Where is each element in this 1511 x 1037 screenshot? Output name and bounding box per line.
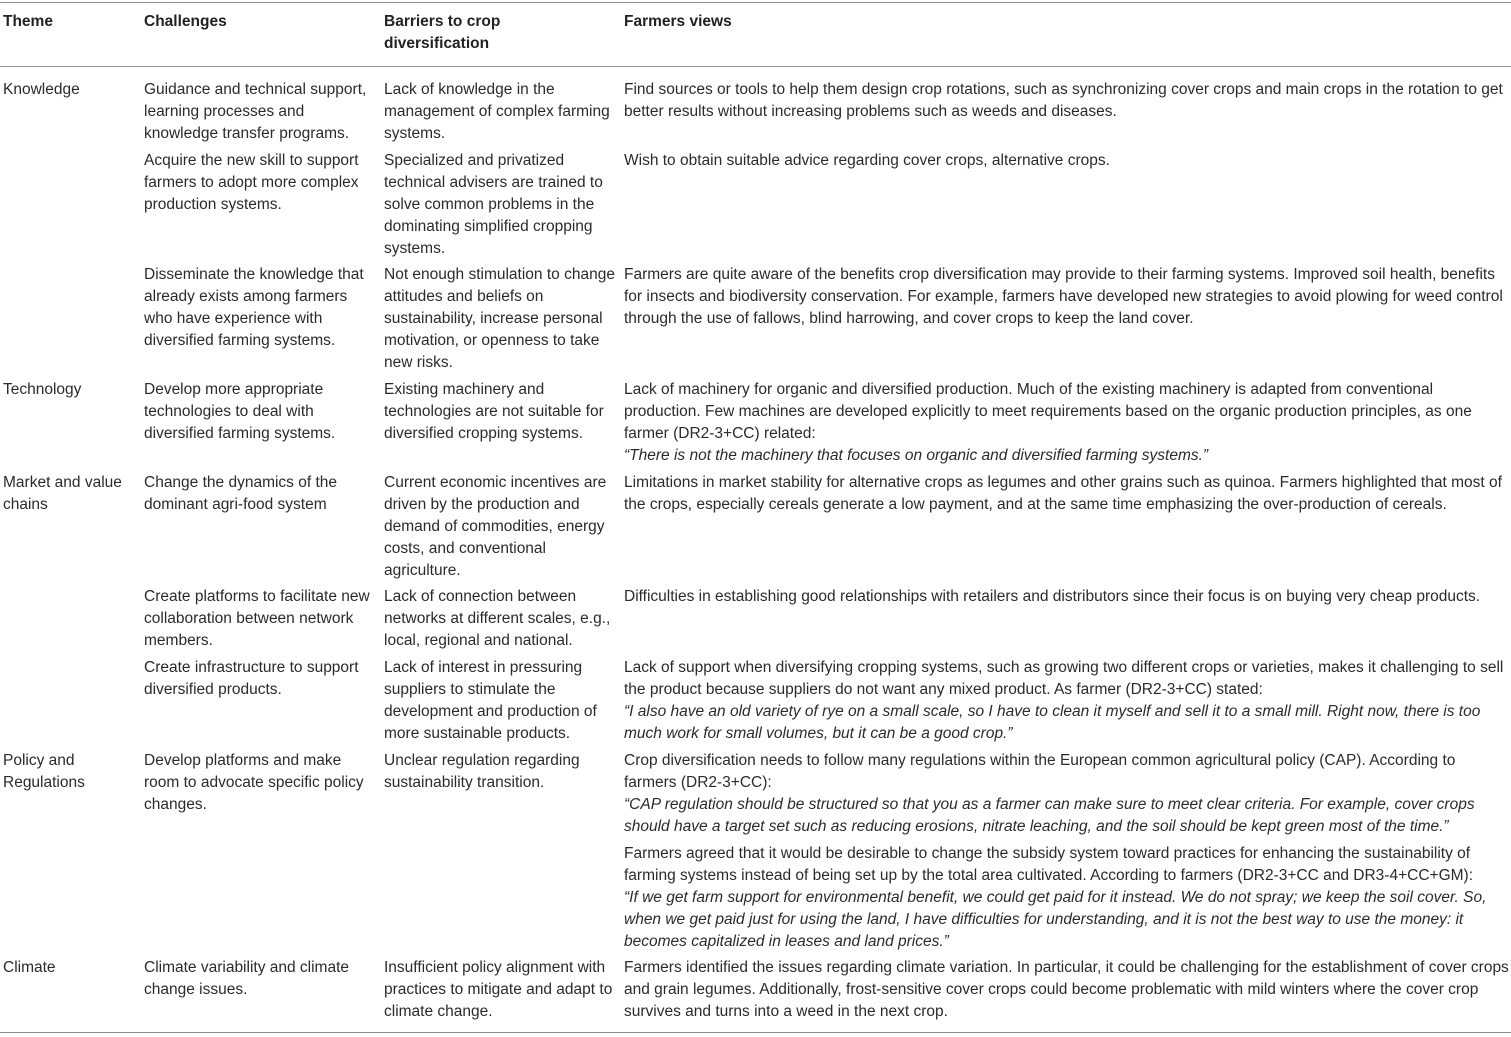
table-cell-view: Limitations in market stability for alternative crops as legumes and other grains such as quinoa. Farmers highlighted that most of the crops, especially cereals generate a low payment, and at the same time emphasizing the over-production of cereals. <box>624 474 1502 513</box>
table-cell-barrier: Unclear regulation regarding sustainability transition. <box>384 752 580 791</box>
table-cell-barrier: Lack of knowledge in the management of complex farming systems. <box>384 81 610 142</box>
table-header-rule <box>0 66 1511 67</box>
table-cell-view <box>624 657 1511 745</box>
table-cell-challenge: Change the dynamics of the dominant agri-food system <box>144 474 338 513</box>
table-cell-view: Find sources or tools to help them design crop rotations, such as synchronizing cover crops and main crops in the rotation to get better results without increasing problems such as weeds and diseases. <box>624 81 1503 120</box>
table-cell-view: Farmers are quite aware of the benefits crop diversification may provide to their farming systems. Improved soil health, benefits for insects and biodiversity conservation. For example, farmers have developed new strategies to avoid plowing for weed control through the use of fallows, blind harrowing, and cover crops to keep the land cover. <box>624 266 1503 327</box>
table-cell-theme: Technology <box>3 381 82 398</box>
table-cell-challenge: Create infrastructure to support diversified products. <box>144 659 359 698</box>
table-top-rule <box>0 2 1511 3</box>
view-text: Lack of support when diversifying cropping systems, such as growing two different crops or varieties, makes it challenging to sell the product because suppliers do not want any mixed product. As farmer (DR2-3+CC) stated: <box>624 659 1504 698</box>
table-cell-barrier: Existing machinery and technologies are not suitable for diversified cropping systems. <box>384 381 604 442</box>
table-cell-challenge: Create platforms to facilitate new collaboration between network members. <box>144 588 370 649</box>
table-cell-challenge: Develop more appropriate technologies to deal with diversified farming systems. <box>144 381 336 442</box>
table-cell-theme: Climate <box>3 959 56 976</box>
table-cell-challenge: Disseminate the knowledge that already exists among farmers who have experience with diversified farming systems. <box>144 266 364 349</box>
table-cell-theme: Knowledge <box>3 81 80 98</box>
table-cell-challenge: Develop platforms and make room to advocate specific policy changes. <box>144 752 364 813</box>
header-theme: Theme <box>3 13 53 30</box>
view-text: Farmers agreed that it would be desirable to change the subsidy system toward practices for enhancing the sustainability of farming systems instead of being set up by the total area cultivated. According to farmers (DR2-3+CC and DR3-4+CC+GM): <box>624 845 1474 884</box>
table-cell-view <box>624 750 1511 838</box>
header-barriers: Barriers to crop diversification <box>384 13 501 52</box>
farmer-quote: “If we get farm support for environmental benefit, we could get paid for it instead. We do not spray; we keep the soil cover. So, when we get paid just for using the land, I have difficulties for understanding, and it is not the best way to use the money: it becomes capitalized in leases and land prices.” <box>624 889 1487 950</box>
table-cell-barrier: Lack of interest in pressuring suppliers to stimulate the development and production of more sustainable products. <box>384 659 597 742</box>
table-cell-barrier: Lack of connection between networks at different scales, e.g., local, regional and national. <box>384 588 611 649</box>
view-text: Lack of machinery for organic and diversified production. Much of the existing machinery is adapted from conventional production. Few machines are developed explicitly to meet requirements based on the organic production principles, as one farmer (DR2-3+CC) related: <box>624 381 1472 442</box>
table-cell-view: Difficulties in establishing good relationships with retailers and distributors since their focus is on buying very cheap products. <box>624 588 1481 605</box>
table-cell-view: Farmers identified the issues regarding climate variation. In particular, it could be challenging for the establishment of cover crops and grain legumes. Additionally, frost-sensitive cover crops could become problematic with mild winters where the cover crop survives and turns into a weed in the next crop. <box>624 959 1509 1020</box>
table-cell-theme: Market and value chains <box>3 474 122 513</box>
table-cell-challenge: Guidance and technical support, learning processes and knowledge transfer programs. <box>144 81 367 142</box>
table-cell-barrier: Specialized and privatized technical advisers are trained to solve common problems in the dominating simplified cropping systems. <box>384 152 603 257</box>
farmer-quote: “I also have an old variety of rye on a small scale, so I have to clean it myself and sell it to a small mill. Right now, there is too much work for small volumes, but it can be a good crop.” <box>624 703 1481 742</box>
farmer-quote: “CAP regulation should be structured so that you as a farmer can make sure to meet clear criteria. For example, cover crops should have a target set such as reducing erosions, nitrate leaching, and the soil should be kept green most of the time.” <box>624 796 1475 835</box>
table-cell-view: Wish to obtain suitable advice regarding cover crops, alternative crops. <box>624 152 1110 169</box>
header-farmers-views: Farmers views <box>624 13 732 30</box>
table-cell-challenge: Acquire the new skill to support farmers to adopt more complex production systems. <box>144 152 359 213</box>
table-bottom-rule <box>0 1032 1511 1033</box>
table-cell-barrier: Insufficient policy alignment with practices to mitigate and adapt to climate change. <box>384 959 613 1020</box>
table-cell-barrier: Not enough stimulation to change attitudes and beliefs on sustainability, increase personal motivation, or openness to take new risks. <box>384 266 615 371</box>
table-cell-challenge: Climate variability and climate change issues. <box>144 959 350 998</box>
farmer-quote: “There is not the machinery that focuses on organic and diversified farming systems.” <box>624 447 1209 464</box>
table-cell-barrier: Current economic incentives are driven by the production and demand of commodities, energy costs, and conventional agriculture. <box>384 474 607 579</box>
table-cell-view <box>624 379 1511 467</box>
header-challenges: Challenges <box>144 13 227 30</box>
view-text: Crop diversification needs to follow many regulations within the European common agricultural policy (CAP). According to farmers (DR2-3+CC): <box>624 752 1456 791</box>
table-cell-view <box>624 843 1511 953</box>
table-cell-theme: Policy and Regulations <box>3 752 85 791</box>
